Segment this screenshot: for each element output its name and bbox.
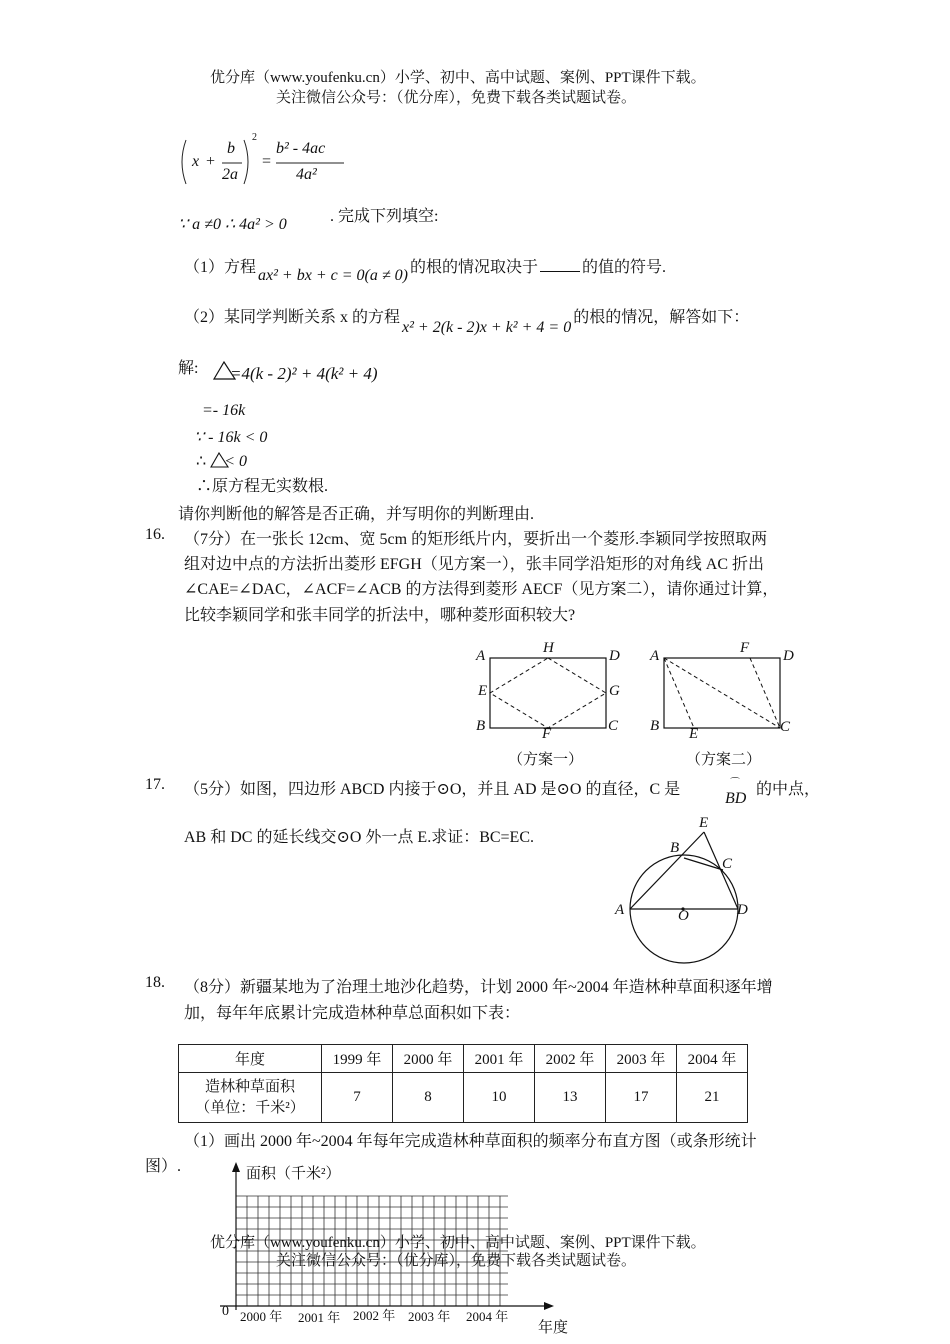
arc-label: BD xyxy=(725,790,747,807)
q17-line-1: （5分）如图，四边形 ABCD 内接于⊙O，并且 AD 是⊙O 的直径，C 是 xyxy=(184,781,681,798)
header-line-2: 关注微信公众号：（优分库），免费下载各类试题试卷。 xyxy=(276,90,637,106)
solution-line-5: ∴原方程无实数根. xyxy=(196,478,329,495)
solution-label: 解: xyxy=(178,360,199,377)
footer-line-1: 优分库（www.youfenku.cn）小学、初中、高中试题、案例、PPT课件下载。 xyxy=(210,1235,706,1251)
x-axis-arrow-icon xyxy=(544,1302,554,1310)
therefore-symbol: ∴ xyxy=(196,453,207,470)
arc-bd xyxy=(724,780,754,814)
table-header-row xyxy=(179,1045,748,1073)
part1-middle: 的根的情况取决于 xyxy=(409,259,538,276)
plan1-label-G: G xyxy=(609,683,620,699)
q17-line-2: AB 和 DC 的延长线交⊙O 外一点 E.求证：BC=EC. xyxy=(184,829,535,846)
formula-equals: = xyxy=(262,153,272,170)
circle-label-C: C xyxy=(722,856,733,872)
plan2-label-D: D xyxy=(783,648,794,664)
answer-blank[interactable] xyxy=(540,258,580,272)
table-year-2004: 2004 年 xyxy=(677,1045,748,1073)
part1-equation: ax² + bx + c = 0(a ≠ 0) xyxy=(258,267,408,284)
plan1-label-B: B xyxy=(476,718,486,734)
plan2-label-F: F xyxy=(740,640,750,656)
chart-xlabel: 年度 xyxy=(538,1320,569,1336)
table-value-2003: 17 xyxy=(606,1073,677,1123)
formula-plus: + xyxy=(206,153,216,170)
area-table xyxy=(178,1044,748,1123)
part2-suffix: 的根的情况，解答如下： xyxy=(573,309,750,326)
arc-symbol: ⌒ xyxy=(730,778,740,789)
q16-line-3: ∠CAE=∠DAC，∠ACF=∠ACB 的方法得到菱形 AECF（见方案二），请你通过计算， xyxy=(184,581,779,598)
table-value-1999: 7 xyxy=(322,1073,393,1123)
formula-b: b xyxy=(227,140,235,157)
q17-line-1-end: 的中点， xyxy=(756,781,821,798)
circle-diagram xyxy=(610,812,760,964)
x-tick-2000: 2000 年 xyxy=(240,1309,283,1324)
q18-part1-line-1: （1）画出 2000 年~2004 年每年完成造林种草面积的频率分布直方图（或条形统计 xyxy=(184,1133,757,1150)
plan2-label-A: A xyxy=(650,648,660,664)
solution-line-3: ∵ - 16k < 0 xyxy=(194,429,268,446)
q18-line-1: （8分）新疆某地为了治理土地沙化趋势，计划 2000 年~2004 年造林种草面积逐年增 xyxy=(184,979,773,996)
table-year-2002: 2002 年 xyxy=(535,1045,606,1073)
q16-line-1: （7分）在一张长 12cm、宽 5cm 的矩形纸片内，要折出一个菱形.李颖同学按照取两 xyxy=(184,531,768,548)
figure-plan-2 xyxy=(646,640,806,770)
plan1-label-E: E xyxy=(478,683,488,699)
q15-ask: 请你判断他的解答是否正确，并写明你的判断理由. xyxy=(178,506,535,523)
plan1-label-F: F xyxy=(542,726,552,742)
plan1-label-C: C xyxy=(608,718,619,734)
part1-suffix: 的值的符号. xyxy=(581,259,666,276)
part1-prefix: （1）方程 xyxy=(184,259,257,276)
plan1-label-H: H xyxy=(543,640,554,656)
table-year-2000: 2000 年 xyxy=(393,1045,464,1073)
formula-exponent: 2 xyxy=(252,132,257,143)
formula-x: x xyxy=(192,153,200,170)
q16-line-2: 组对边中点的方法折出菱形 EFGH（见方案一），张丰同学沿矩形的对角线 AC 折出 xyxy=(184,556,765,573)
table-value-2004: 21 xyxy=(677,1073,748,1123)
plan2-label-E: E xyxy=(689,726,699,742)
figure-circle xyxy=(610,812,760,964)
q18-part1-line-2: 图）. xyxy=(145,1158,182,1175)
plan1-label-D: D xyxy=(609,648,620,664)
circle-label-E: E xyxy=(699,815,709,831)
plan2-label-B: B xyxy=(650,718,660,734)
part2-equation: x² + 2(k - 2)x + k² + 4 = 0 xyxy=(402,319,572,336)
q18-line-2: 加，每年年底累计完成造林种草总面积如下表： xyxy=(184,1005,521,1022)
circle-label-D: D xyxy=(737,902,748,918)
completed-square-formula xyxy=(178,132,378,192)
solution-line-4 xyxy=(196,451,247,471)
table-value-2002: 13 xyxy=(535,1073,606,1123)
footer-line-2: 关注微信公众号：（优分库），免费下载各类试题试卷。 xyxy=(276,1253,637,1269)
table-year-2001: 2001 年 xyxy=(464,1045,535,1073)
chart-origin: 0 xyxy=(222,1304,229,1319)
q15-part2 xyxy=(184,304,750,336)
q18-number: 18. xyxy=(145,974,165,991)
plan2-caption: （方案二） xyxy=(686,752,762,768)
x-tick-2004: 2004 年 xyxy=(466,1309,509,1324)
fill-intro: . 完成下列填空: xyxy=(330,208,439,225)
row-label-line-2: （单位：千米²） xyxy=(195,1099,305,1116)
table-year-2003: 2003 年 xyxy=(606,1045,677,1073)
circle-label-A: A xyxy=(615,902,625,918)
part2-prefix: （2）某同学判断关系 x 的方程 xyxy=(184,309,401,326)
solution-lt-zero: < 0 xyxy=(224,453,247,470)
row-label-line-1: 造林种草面积 xyxy=(204,1078,295,1095)
figure-plan-1 xyxy=(470,640,630,770)
q17-number: 17. xyxy=(145,776,165,793)
plan1-label-A: A xyxy=(476,648,486,664)
plan1-caption: （方案一） xyxy=(508,752,584,768)
formula-numerator: b² - 4ac xyxy=(276,140,326,157)
formula-2a: 2a xyxy=(222,166,238,183)
table-header-label: 年度 xyxy=(179,1045,322,1073)
solution-line-2: =- 16k xyxy=(202,402,246,419)
header-line-1: 优分库（www.youfenku.cn）小学、初中、高中试题、案例、PPT课件下载。 xyxy=(210,70,706,86)
q16-line-4: 比较李颖同学和张丰同学的折法中，哪种菱形面积较大? xyxy=(184,607,576,624)
circle-label-O: O xyxy=(678,908,689,924)
x-tick-2001: 2001 年 xyxy=(298,1310,341,1325)
q15-part1 xyxy=(184,254,666,284)
table-row-label xyxy=(179,1073,322,1123)
q16-number: 16. xyxy=(145,526,165,543)
formula-denominator: 4a² xyxy=(296,166,317,183)
y-axis-arrow-icon xyxy=(232,1162,240,1172)
since-line: ∵ a ≠0 ∴ 4a² > 0 xyxy=(178,216,287,233)
x-tick-2002: 2002 年 xyxy=(353,1308,396,1323)
table-year-1999: 1999 年 xyxy=(322,1045,393,1073)
circle-label-B: B xyxy=(670,840,680,856)
table-value-2000: 8 xyxy=(393,1073,464,1123)
table-value-row xyxy=(179,1073,748,1123)
x-tick-2003: 2003 年 xyxy=(408,1309,451,1324)
plan2-label-C: C xyxy=(780,719,791,735)
solution-line-1: =4(k - 2)² + 4(k² + 4) xyxy=(230,364,378,383)
chart-ylabel: 面积（千米²） xyxy=(246,1166,341,1182)
table-value-2001: 10 xyxy=(464,1073,535,1123)
